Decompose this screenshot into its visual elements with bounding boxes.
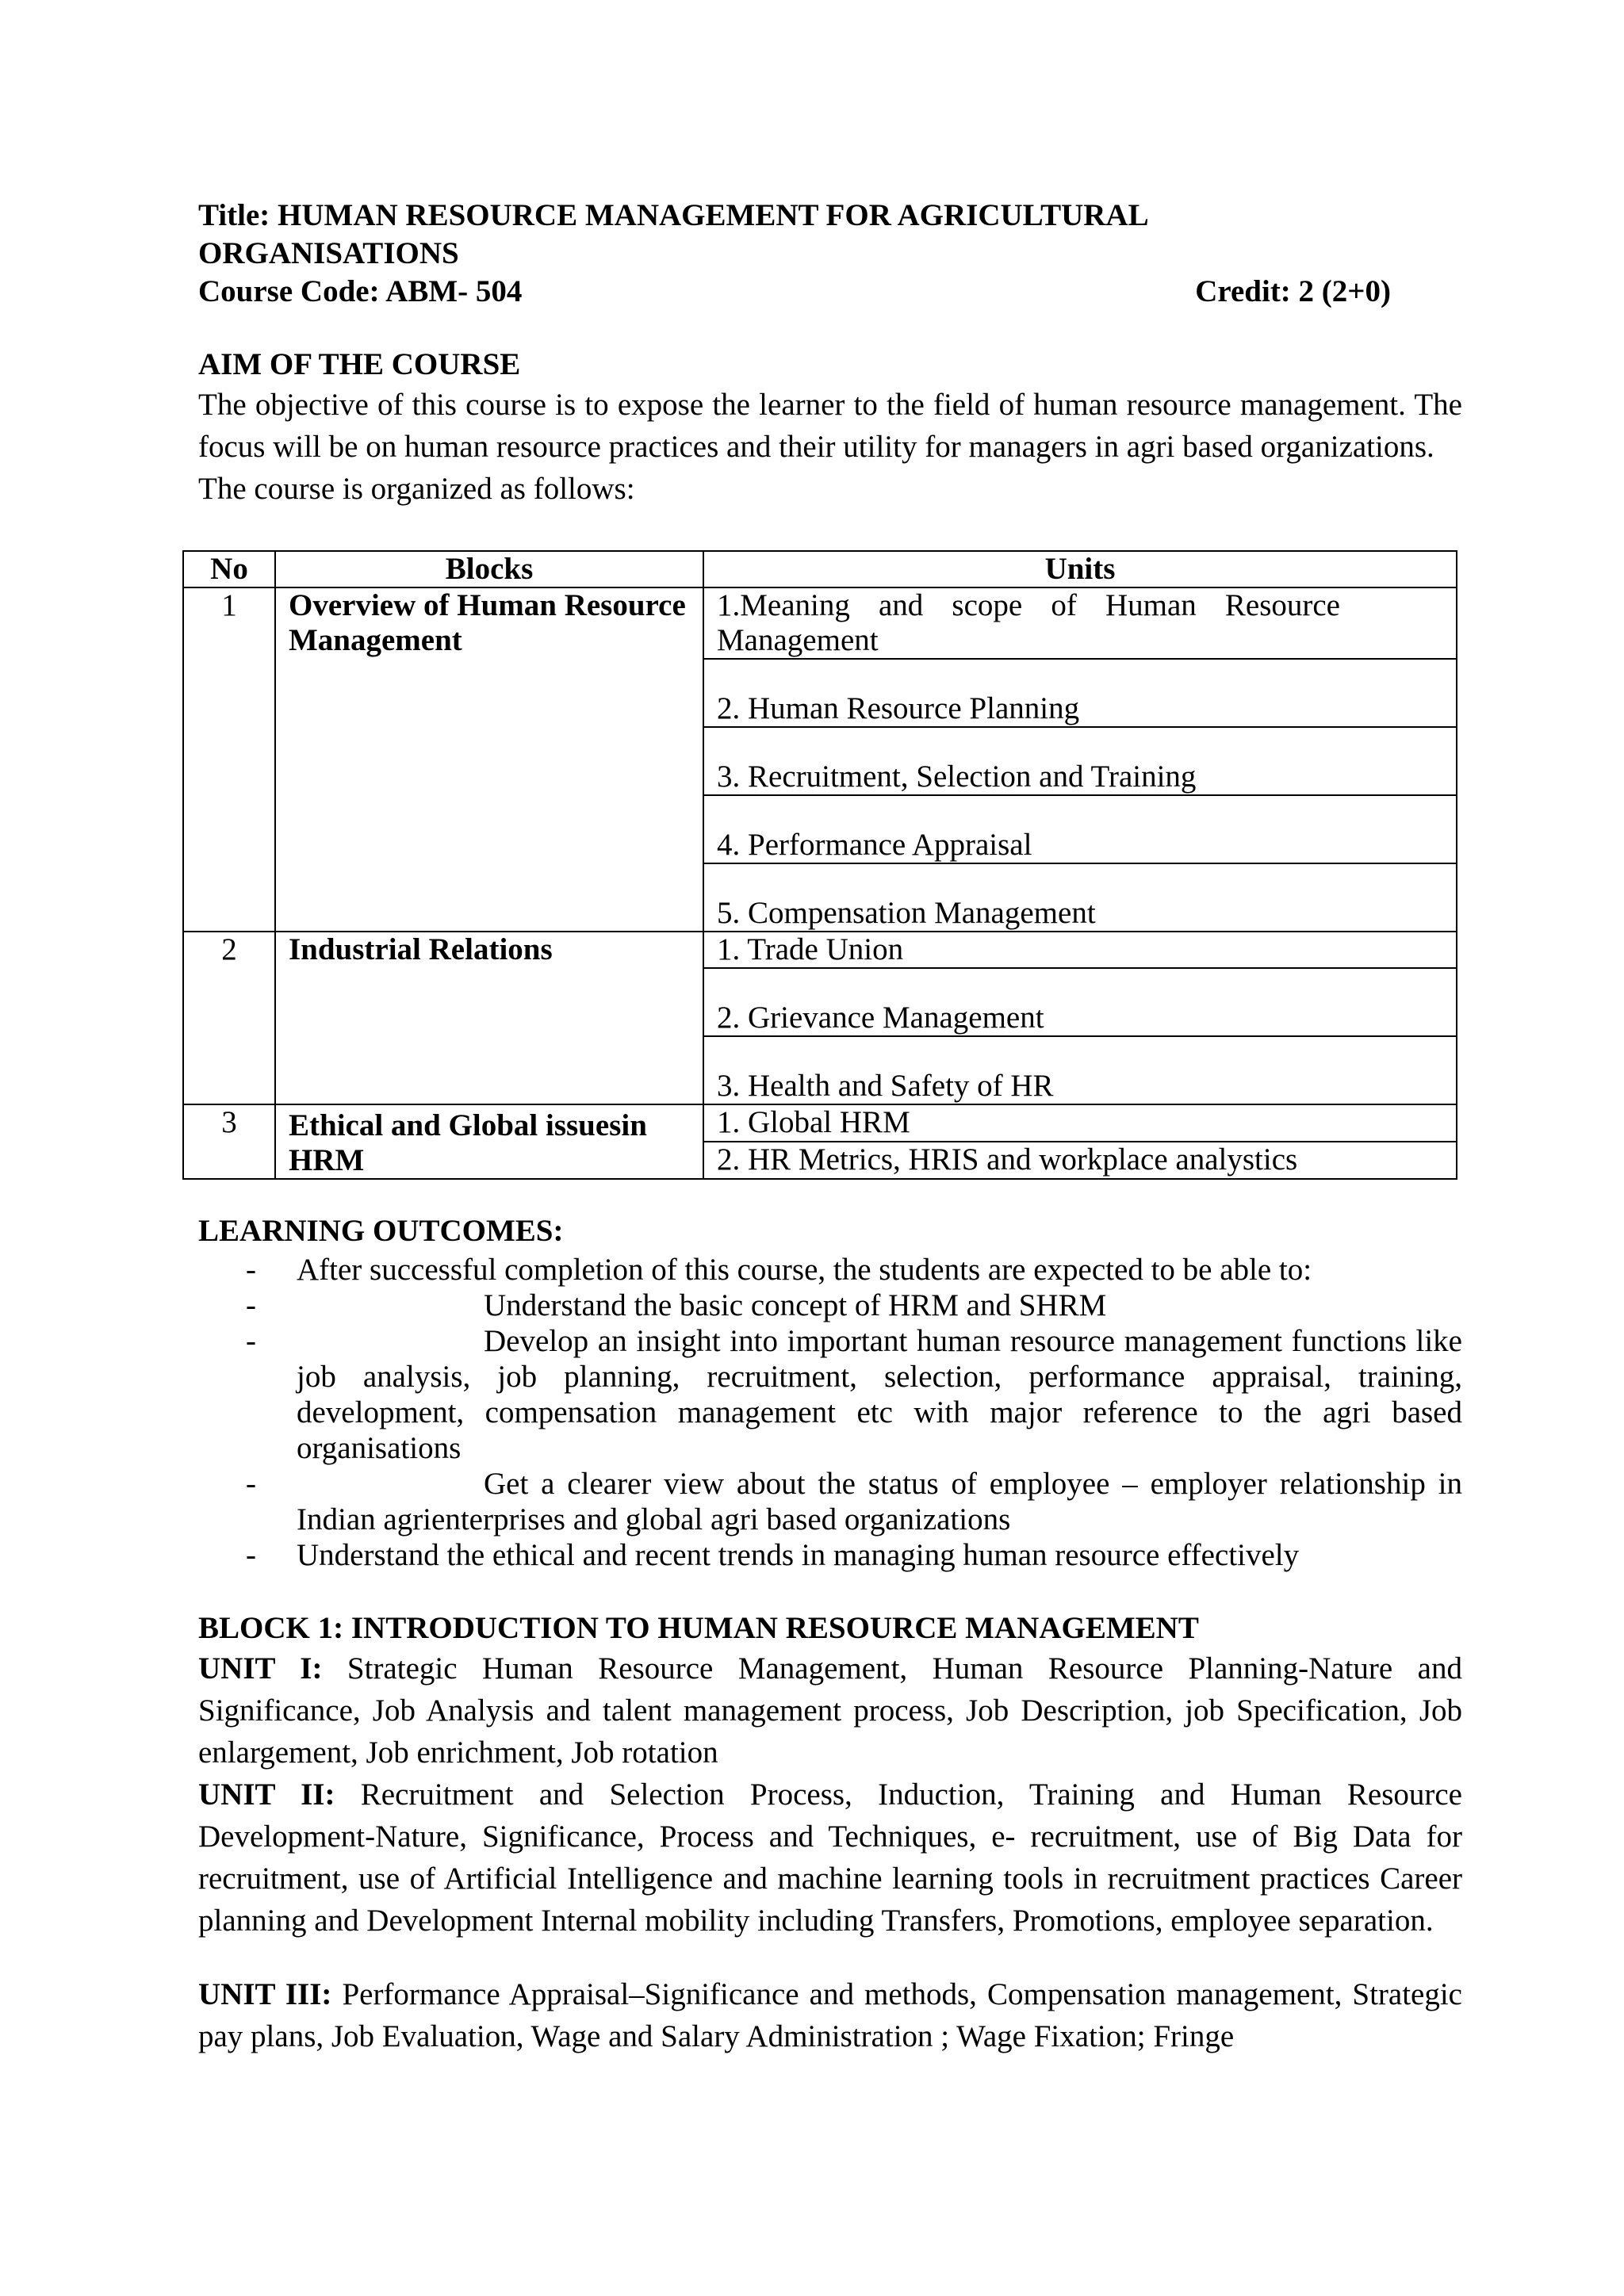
unit-cell bbox=[703, 932, 1457, 968]
outcome-text: Develop an insight into important human resource management functions like job analysis, job planning, recruitment, selection, performance appraisal, training, development, compensation management etc with major reference to the agri based organisations bbox=[297, 1324, 1462, 1465]
unit-text: 2. Grievance Management bbox=[717, 1001, 1044, 1035]
unit-text: 1. Global HRM bbox=[717, 1105, 910, 1139]
course-header bbox=[198, 197, 1462, 510]
course-code-row bbox=[198, 273, 1462, 311]
block-name: Ethical and Global issuesin HRM bbox=[275, 1104, 703, 1179]
unit1-paragraph bbox=[198, 1647, 1462, 1774]
unit2-paragraph bbox=[198, 1774, 1462, 1942]
course-code: Course Code: ABM- 504 bbox=[198, 274, 523, 308]
course-title-line2: ORGANISATIONS bbox=[198, 236, 459, 270]
outcomes-list bbox=[198, 1252, 1462, 1573]
course-units-table bbox=[182, 550, 1457, 1180]
unit-text: 5. Compensation Management bbox=[717, 896, 1096, 930]
outcome-text: After successful completion of this course, the students are expected to be able to: bbox=[297, 1253, 1312, 1287]
unit-text: 4. Performance Appraisal bbox=[717, 828, 1032, 862]
table-header-blocks: Blocks bbox=[275, 551, 703, 587]
list-dash: - bbox=[246, 1324, 256, 1358]
list-item bbox=[198, 1288, 1462, 1323]
unit-cell bbox=[703, 659, 1457, 727]
unit1-text: Strategic Human Resource Management, Human Resource Planning-Nature and Significance, Job Analysis and talent management process, Job Description, job Specification, Job enlargement, Job enrichment, Job rotation bbox=[198, 1651, 1462, 1770]
unit2-text: Recruitment and Selection Process, Induction, Training and Human Resource Development-Nature, Significance, Process and Techniques, e- recruitment, use of Big Data for recruitment, use of Artificial Intelligence and machine learning tools in recruitment practices Career planning and Development Internal mobility including Transfers, Promotions, employee separation. bbox=[198, 1777, 1462, 1938]
list-item bbox=[198, 1323, 1462, 1466]
list-item bbox=[198, 1252, 1462, 1288]
unit-cell bbox=[703, 968, 1457, 1036]
unit-cell bbox=[703, 1142, 1457, 1179]
table-row bbox=[183, 932, 1457, 968]
unit-text: 3. Health and Safety of HR bbox=[717, 1069, 1054, 1103]
unit-text: 1. Trade Union bbox=[717, 932, 904, 966]
unit-cell bbox=[703, 795, 1457, 863]
list-dash: - bbox=[246, 1467, 256, 1501]
outcome-text: Get a clearer view about the status of employee – employer relationship in Indian agrienterprises and global agri based organizations bbox=[297, 1467, 1462, 1536]
block-name: Industrial Relations bbox=[275, 932, 703, 1104]
organized-text: The course is organized as follows: bbox=[198, 472, 635, 506]
unit3-text: Performance Appraisal–Significance and methods, Compensation management, Strategic pay plans, Job Evaluation, Wage and Salary Administration ; Wage Fixation; Fringe bbox=[198, 1977, 1462, 2053]
list-dash: - bbox=[246, 1288, 256, 1322]
block1-section bbox=[198, 1609, 1462, 2057]
unit-cell bbox=[703, 727, 1457, 795]
list-item bbox=[198, 1466, 1462, 1537]
unit-text: 2. Human Resource Planning bbox=[717, 691, 1080, 725]
list-item bbox=[198, 1537, 1462, 1573]
table-header-row bbox=[183, 551, 1457, 587]
unit2-label: UNIT II: bbox=[198, 1777, 335, 1812]
unit-text: 2. HR Metrics, HRIS and workplace analystics bbox=[717, 1142, 1298, 1177]
block-number: 3 bbox=[183, 1104, 275, 1179]
aim-heading: AIM OF THE COURSE bbox=[198, 347, 521, 381]
course-credit: Credit: 2 (2+0) bbox=[1195, 274, 1391, 308]
course-title-line1: Title: HUMAN RESOURCE MANAGEMENT FOR AGRICULTURAL bbox=[198, 198, 1149, 232]
table-row bbox=[183, 587, 1457, 659]
table-row bbox=[183, 1104, 1457, 1142]
unit3-label: UNIT III: bbox=[198, 1977, 332, 2011]
block1-heading: BLOCK 1: INTRODUCTION TO HUMAN RESOURCE MANAGEMENT bbox=[198, 1611, 1199, 1645]
learning-outcomes bbox=[198, 1213, 1462, 1573]
aim-text: The objective of this course is to expose the learner to the field of human resource management. The focus will be on human resource practices and their utility for managers in agri based organizations. bbox=[198, 388, 1462, 464]
block-number: 2 bbox=[183, 932, 275, 1104]
unit3-paragraph bbox=[198, 1973, 1462, 2057]
outcome-text: Understand the basic concept of HRM and SHRM bbox=[484, 1288, 1107, 1322]
unit-cell bbox=[703, 863, 1457, 932]
list-dash: - bbox=[246, 1538, 256, 1572]
block-name: Overview of Human Resource Management bbox=[275, 587, 703, 932]
outcome-text: Understand the ethical and recent trends in managing human resource effectively bbox=[297, 1538, 1300, 1572]
block-number: 1 bbox=[183, 587, 275, 932]
unit-cell bbox=[703, 1104, 1457, 1142]
unit-text: 1.Meaning and scope of Human Resource Management bbox=[717, 588, 1340, 657]
list-dash: - bbox=[246, 1253, 256, 1287]
unit-text: 3. Recruitment, Selection and Training bbox=[717, 760, 1197, 794]
unit-cell bbox=[703, 587, 1457, 659]
unit1-label: UNIT I: bbox=[198, 1651, 323, 1686]
table-header-no: No bbox=[183, 551, 275, 587]
table-header-units: Units bbox=[703, 551, 1457, 587]
outcomes-heading: LEARNING OUTCOMES: bbox=[198, 1214, 564, 1248]
unit-cell bbox=[703, 1036, 1457, 1104]
